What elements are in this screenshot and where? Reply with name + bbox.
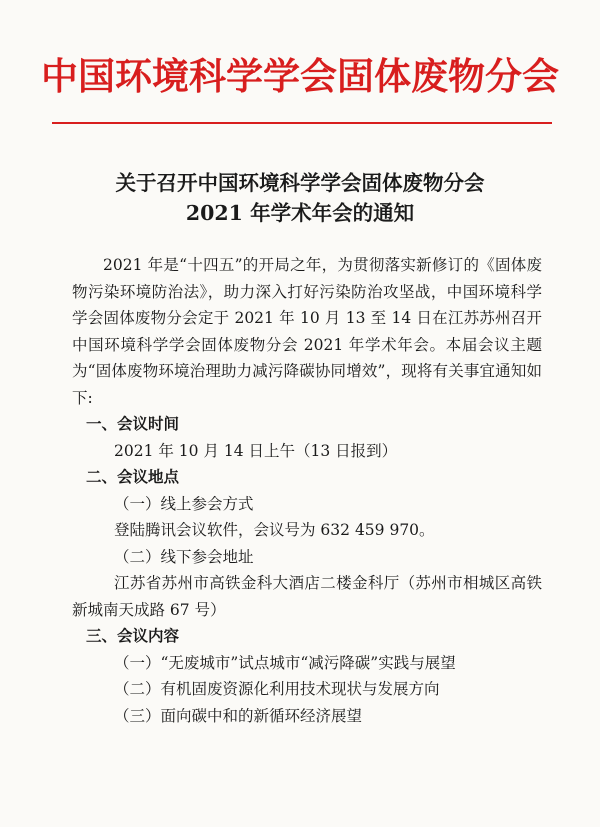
venue-offline-label: （二）线下参会地址 [114, 547, 254, 566]
intro-paragraph: 2021 年是“十四五”的开局之年，为贯彻落实新修订的《固体废物污染环境防治法》，助力深入打好污染防治攻坚战，中国环境科学学会固体废物分会定于 2021 年 10 月 13 至 14 日在江苏苏州召开中国环境科学学会固体废物分会 2021 年学术年会。本届会议主题为“固体废物环境治理助力减污降碳协同增效”，现将有关事宜通知如下: [72, 256, 542, 407]
section-time-text: 2021 年 10 月 14 日上午（13 日报到） [114, 441, 398, 460]
organization-letterhead: 中国环境科学学会固体废物分会 [41, 54, 559, 98]
notice-title [0, 168, 600, 228]
title-line-2: 2021 年学术年会的通知 [185, 201, 415, 225]
content-item-3: （三）面向碳中和的新循环经济展望 [114, 706, 363, 725]
section-venue-heading: 二、会议地点 [86, 467, 180, 486]
letterhead-divider [52, 122, 552, 124]
notice-body [72, 252, 542, 729]
section-content-heading: 三、会议内容 [86, 626, 180, 645]
venue-online-text: 登陆腾讯会议软件，会议号为 632 459 970。 [114, 521, 435, 539]
venue-offline-text: 江苏省苏州市高铁金科大酒店二楼金科厅（苏州市相城区高铁新城南天成路 67 号） [72, 574, 542, 619]
title-line-1: 关于召开中国环境科学学会固体废物分会 [115, 171, 485, 195]
content-item-1: （一）“无废城市”试点城市“减污降碳”实践与展望 [114, 653, 456, 672]
content-item-2: （二）有机固废资源化利用技术现状与发展方向 [114, 680, 440, 698]
section-time-heading: 一、会议时间 [86, 414, 180, 433]
venue-online-label: （一）线上参会方式 [114, 494, 254, 513]
